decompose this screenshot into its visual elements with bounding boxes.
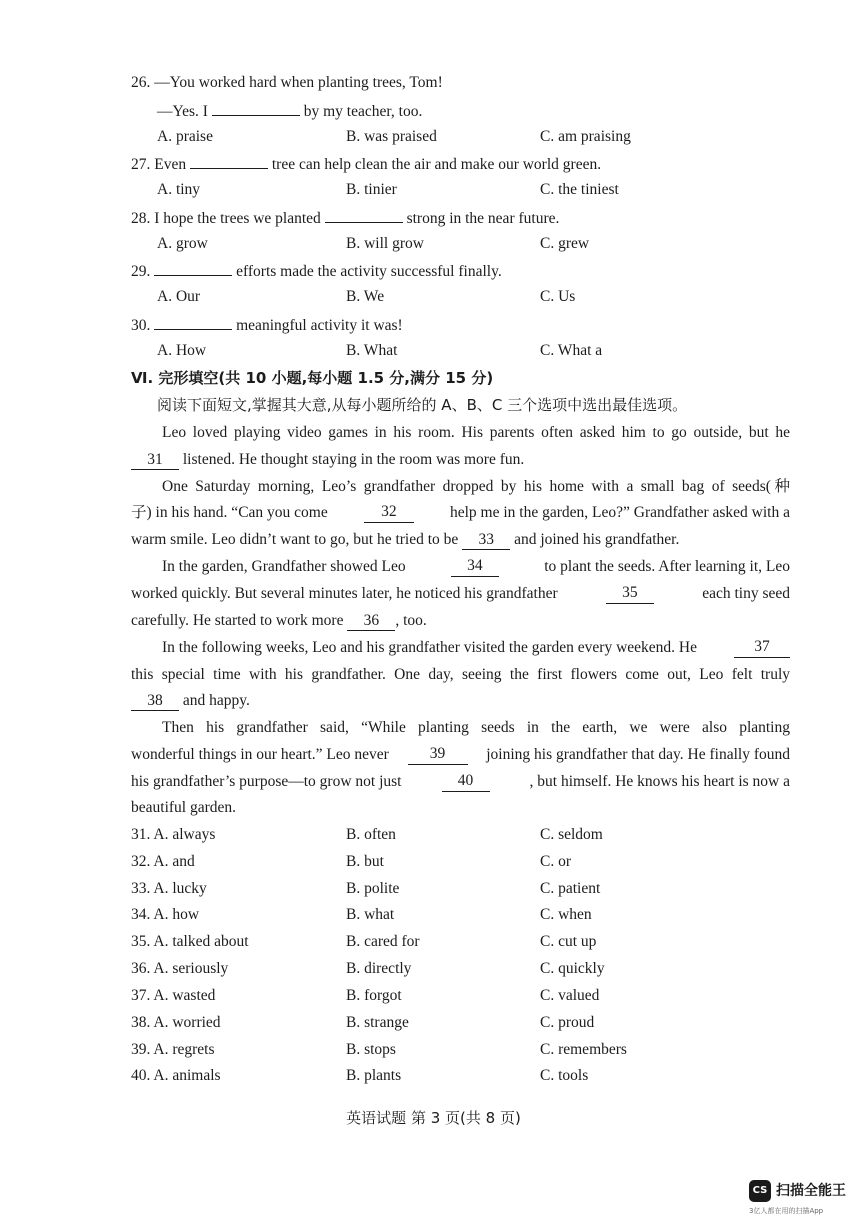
option-c: C. cut up bbox=[540, 933, 597, 950]
question-29-pre: 29. bbox=[131, 263, 151, 280]
option-b: B. was praised bbox=[346, 128, 437, 145]
passage-line bbox=[131, 530, 790, 550]
passage-text: In the following weeks, Leo and his grandfather visited the garden every weekend. He bbox=[162, 639, 697, 656]
option-a: 33. A. lucky bbox=[131, 880, 207, 897]
option-b: B. will grow bbox=[346, 235, 424, 252]
blank-38: 38 bbox=[131, 692, 179, 711]
passage-line bbox=[131, 503, 790, 523]
passage-line bbox=[131, 611, 790, 631]
option-b: B. but bbox=[346, 853, 384, 870]
question-26-pre: —Yes. I bbox=[157, 103, 208, 120]
option-c: C. remembers bbox=[540, 1041, 627, 1058]
option-c: C. Us bbox=[540, 288, 576, 305]
answer-blank bbox=[190, 153, 268, 169]
option-a: A. grow bbox=[157, 235, 208, 252]
question-29-post: efforts made the activity successful finally. bbox=[236, 263, 502, 280]
question-26-post: by my teacher, too. bbox=[303, 103, 423, 120]
watermark-app-name: 扫描全能王 bbox=[776, 1183, 846, 1199]
question-27-pre: 27. Even bbox=[131, 156, 187, 173]
option-a: 35. A. talked about bbox=[131, 933, 249, 950]
passage-text: his grandfather’s purpose—to grow not just bbox=[131, 773, 402, 790]
option-c: C. tools bbox=[540, 1067, 589, 1084]
section-instruction: 阅读下面短文,掌握其大意,从每小题所给的 A、B、C 三个选项中选出最佳选项。 bbox=[157, 396, 688, 414]
question-28-pre: 28. I hope the trees we planted bbox=[131, 210, 321, 227]
page-footer: 英语试题 第 3 页(共 8 页) bbox=[346, 1109, 521, 1127]
option-b: B. plants bbox=[346, 1067, 402, 1084]
blank-39: 39 bbox=[408, 745, 468, 765]
option-a: A. Our bbox=[157, 288, 201, 305]
option-b: B. directly bbox=[346, 960, 412, 977]
option-a: 40. A. animals bbox=[131, 1067, 221, 1084]
passage-text: 子) in his hand. “Can you come bbox=[131, 504, 328, 521]
option-c: C. the tiniest bbox=[540, 181, 619, 198]
passage-text: joining his grandfather that day. He finally found bbox=[486, 746, 790, 763]
passage-line: Leo loved playing video games in his room. His parents often asked him to go outside, but he bbox=[162, 424, 790, 441]
passage-line bbox=[131, 772, 790, 792]
option-c: C. or bbox=[540, 853, 571, 870]
option-b: B. What bbox=[346, 342, 398, 359]
answer-blank bbox=[325, 207, 403, 223]
passage-line bbox=[131, 450, 790, 470]
option-a: 39. A. regrets bbox=[131, 1041, 215, 1058]
passage-text: , but himself. He knows his heart is now a bbox=[529, 773, 790, 790]
passage-line: One Saturday morning, Leo’s grandfather dropped by his home with a small bag of seeds(种 bbox=[162, 478, 790, 495]
passage-text: listened. He thought staying in the room was more fun. bbox=[182, 451, 525, 468]
question-27-post: tree can help clean the air and make our world green. bbox=[271, 156, 602, 173]
option-b: B. often bbox=[346, 826, 396, 843]
option-c: C. am praising bbox=[540, 128, 631, 145]
question-26-line1: 26. —You worked hard when planting trees, Tom! bbox=[131, 74, 443, 91]
section-heading: Ⅵ. 完形填空(共 10 小题,每小题 1.5 分,满分 15 分) bbox=[131, 369, 494, 387]
answer-blank bbox=[154, 260, 232, 276]
passage-line: beautiful garden. bbox=[131, 799, 237, 816]
option-a: A. How bbox=[157, 342, 207, 359]
blank-40: 40 bbox=[442, 772, 490, 792]
passage-line bbox=[131, 584, 790, 604]
option-b: B. polite bbox=[346, 880, 400, 897]
answer-blank bbox=[212, 100, 300, 116]
blank-37: 37 bbox=[734, 638, 790, 658]
option-a: 32. A. and bbox=[131, 853, 195, 870]
option-c: C. valued bbox=[540, 987, 600, 1004]
option-b: B. We bbox=[346, 288, 385, 305]
option-b: B. forgot bbox=[346, 987, 402, 1004]
blank-36: 36 bbox=[347, 612, 395, 631]
question-30-post: meaningful activity it was! bbox=[236, 317, 403, 334]
option-c: C. patient bbox=[540, 880, 601, 897]
option-a: 31. A. always bbox=[131, 826, 216, 843]
question-28-post: strong in the near future. bbox=[406, 210, 560, 227]
passage-text: carefully. He started to work more bbox=[131, 612, 344, 629]
option-b: B. stops bbox=[346, 1041, 396, 1058]
option-b: B. what bbox=[346, 906, 395, 923]
question-28 bbox=[131, 207, 559, 229]
option-a: 34. A. how bbox=[131, 906, 200, 923]
passage-text: worked quickly. But several minutes later, he noticed his grandfather bbox=[131, 585, 558, 602]
option-b: B. cared for bbox=[346, 933, 420, 950]
option-a: 38. A. worried bbox=[131, 1014, 221, 1031]
passage-line bbox=[131, 691, 790, 711]
question-27 bbox=[131, 153, 601, 175]
blank-33: 33 bbox=[462, 531, 510, 550]
passage-line bbox=[162, 638, 790, 658]
passage-text: each tiny seed bbox=[702, 585, 790, 602]
question-30 bbox=[131, 314, 403, 336]
option-c: C. seldom bbox=[540, 826, 603, 843]
option-c: C. grew bbox=[540, 235, 590, 252]
option-a: 37. A. wasted bbox=[131, 987, 216, 1004]
passage-text: to plant the seeds. After learning it, Leo bbox=[544, 558, 790, 575]
blank-31: 31 bbox=[131, 451, 179, 470]
blank-32: 32 bbox=[364, 503, 414, 523]
blank-34: 34 bbox=[451, 557, 499, 577]
option-a: A. tiny bbox=[157, 181, 201, 198]
option-b: B. tinier bbox=[346, 181, 397, 198]
passage-text: wonderful things in our heart.” Leo never bbox=[131, 746, 389, 763]
option-c: C. What a bbox=[540, 342, 603, 359]
option-c: C. when bbox=[540, 906, 592, 923]
passage-line bbox=[131, 745, 790, 765]
option-b: B. strange bbox=[346, 1014, 409, 1031]
option-a: A. praise bbox=[157, 128, 213, 145]
option-a: 36. A. seriously bbox=[131, 960, 229, 977]
question-29 bbox=[131, 260, 502, 282]
passage-line bbox=[162, 557, 790, 577]
passage-text: , too. bbox=[395, 612, 427, 629]
question-30-pre: 30. bbox=[131, 317, 151, 334]
passage-text: In the garden, Grandfather showed Leo bbox=[162, 558, 406, 575]
passage-line: this special time with his grandfather. One day, seeing the first flowers come out, Leo felt truly bbox=[131, 666, 790, 683]
passage-text: warm smile. Leo didn’t want to go, but he tried to be bbox=[131, 531, 459, 548]
option-c: C. quickly bbox=[540, 960, 605, 977]
option-c: C. proud bbox=[540, 1014, 595, 1031]
question-26-line2 bbox=[157, 100, 422, 122]
camscanner-logo-icon: CS bbox=[749, 1180, 771, 1202]
passage-line: Then his grandfather said, “While planting seeds in the earth, we were also planting bbox=[162, 719, 790, 736]
scanner-watermark bbox=[749, 1180, 859, 1220]
passage-text: help me in the garden, Leo?” Grandfather asked with a bbox=[449, 504, 790, 521]
watermark-tagline: 3亿人都在用的扫描App bbox=[749, 1207, 824, 1215]
answer-blank bbox=[154, 314, 232, 330]
passage-text: and happy. bbox=[182, 692, 250, 709]
blank-35: 35 bbox=[606, 584, 654, 604]
passage-text: and joined his grandfather. bbox=[514, 531, 680, 548]
